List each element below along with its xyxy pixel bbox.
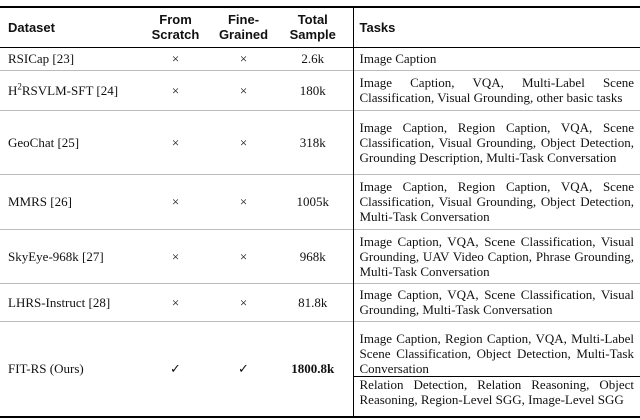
cell-tasks: [353, 229, 640, 283]
cell-dataset: [0, 283, 137, 321]
table-row: [0, 70, 640, 110]
dataset-name-superscript: 2: [17, 81, 22, 92]
header-from-scratch-line1: From: [159, 12, 192, 28]
cell-total: 180k: [299, 82, 326, 98]
table-row: [0, 174, 640, 229]
cell-total: 81.8k: [298, 294, 328, 310]
cell-fine-grained: ×: [239, 51, 248, 66]
header-fine-grained-line1: Fine-: [227, 12, 260, 28]
tasks-text: Image Caption, VQA, Scene Classification, Visual Grounding, Multi-Task Conversation: [359, 287, 634, 317]
tasks-text-fine-grained: Relation Detection, Relation Reasoning, Object Reasoning, Region-Level SGG, Image-Level SGG: [354, 376, 640, 407]
cell-tasks: [353, 174, 640, 229]
cell-tasks: [353, 321, 640, 417]
cell-dataset: [0, 174, 137, 229]
cell-fine-grained: ×: [239, 194, 248, 209]
tasks-text: Image Caption, Region Caption, VQA, Scene Classification, Visual Grounding, Object Detection, Multi-Task Conversation: [359, 179, 634, 224]
table-body: [0, 47, 640, 417]
cell-from-scratch: ×: [171, 134, 180, 150]
cell-total: 1005k: [296, 194, 329, 209]
cell-from-scratch: ✓: [170, 361, 181, 377]
dataset-name: SkyEye-968k [27]: [8, 248, 104, 264]
cell-from-scratch: ×: [171, 82, 180, 98]
cell-from-scratch: ×: [171, 51, 180, 66]
dataset-name-prefix: H: [8, 82, 18, 98]
table-row: [0, 229, 640, 283]
cell-dataset: [0, 47, 137, 70]
cell-total: 968k: [299, 248, 326, 264]
cell-total: 318k: [299, 134, 326, 150]
cell-tasks: [353, 110, 640, 174]
cell-fine-grained: ×: [239, 294, 248, 310]
dataset-comparison-table: [0, 6, 640, 418]
header-total-sample-line2: Sample: [289, 27, 336, 43]
dataset-name: GeoChat [25]: [8, 134, 80, 150]
cell-fine-grained: ×: [239, 134, 248, 150]
header-tasks: Tasks: [353, 7, 640, 47]
cell-dataset: [0, 321, 137, 417]
cell-dataset: [0, 110, 137, 174]
cell-from-scratch: ×: [171, 294, 180, 310]
dataset-name: RSICap [23]: [8, 51, 75, 66]
dataset-name: LHRS-Instruct [28]: [8, 294, 111, 310]
tasks-text: Image Caption, VQA, Multi-Label Scene Classification, Visual Grounding, other basic tasks: [359, 75, 634, 105]
table-row: [0, 110, 640, 174]
cell-total: 2.6k: [301, 51, 325, 66]
header-fine-grained: [214, 7, 273, 47]
tasks-text-basic: Image Caption, Region Caption, VQA, Multi-Label Scene Classification, Object Detection, Multi-Task Conversation: [359, 330, 634, 376]
dataset-name: MMRS [26]: [8, 194, 72, 209]
tasks-text: Image Caption, Region Caption, VQA, Scene Classification, Visual Grounding, Object Detection, Grounding Description, Multi-Task Conversation: [359, 119, 634, 165]
dataset-name-suffix: RSVLM-SFT [24]: [21, 82, 119, 98]
header-total-sample: [273, 7, 353, 47]
header-from-scratch-line2: Scratch: [151, 27, 200, 43]
header-dataset: Dataset: [8, 19, 55, 35]
table-row: [0, 47, 640, 70]
header-fine-grained-line2: Grained: [218, 27, 269, 43]
tasks-text: Image Caption, VQA, Scene Classification, Visual Grounding, UAV Video Caption, Phrase Grounding, Multi-Task Conversation: [359, 233, 634, 279]
cell-total: 1800.8k: [291, 361, 335, 377]
cell-fine-grained: ×: [239, 82, 248, 98]
table-row: [0, 283, 640, 321]
cell-from-scratch: ×: [171, 248, 180, 264]
cell-tasks: [353, 70, 640, 110]
cell-tasks: [353, 47, 640, 70]
cell-from-scratch: ×: [171, 194, 180, 209]
cell-fine-grained: ×: [239, 248, 248, 264]
cell-dataset: [0, 70, 137, 110]
tasks-text: Image Caption: [359, 51, 437, 66]
table-header: [0, 7, 640, 47]
header-from-scratch: [137, 7, 214, 47]
cell-tasks: [353, 283, 640, 321]
cell-dataset: [0, 229, 137, 283]
table-row: [0, 321, 640, 417]
dataset-name: FIT-RS (Ours): [8, 361, 84, 377]
header-total-sample-line1: Total: [297, 12, 328, 28]
cell-fine-grained: ✓: [238, 361, 249, 377]
